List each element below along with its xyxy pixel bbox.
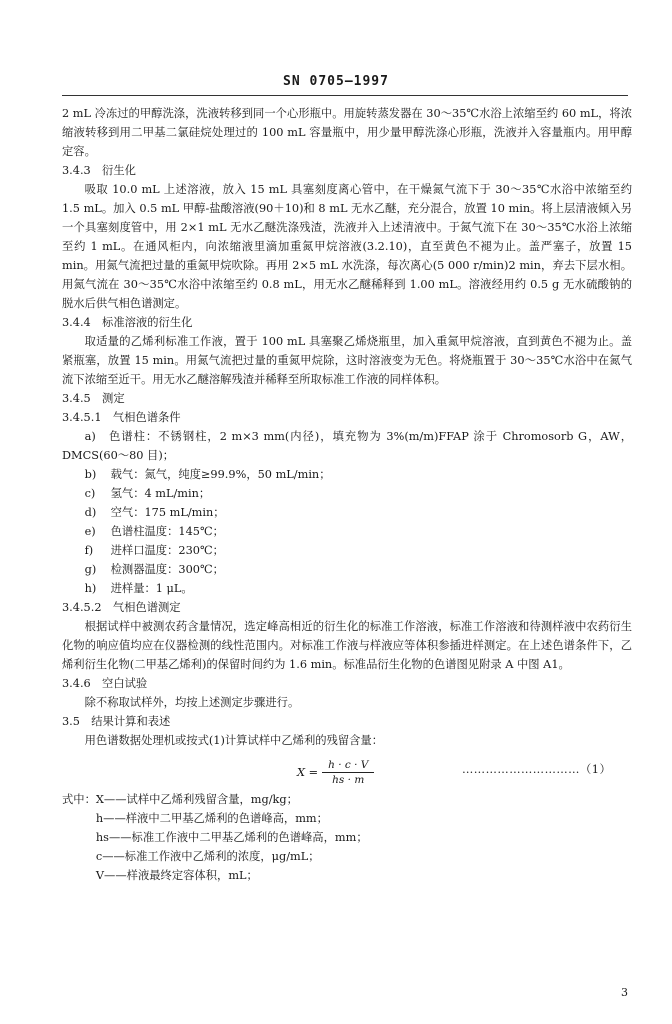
- standard-code-header: SN 0705—1997: [283, 74, 389, 89]
- body-paragraph: 根据试样中被测农药含量情况，选定峰高相近的衍生化的标准工作溶液，标准工作溶液和待测样液中农药衍生化物的响应值均应在仪器检测的线性范围内。对标准工作液与样液应等体积参插进样测定。在上述色谱条件下，乙烯利衍生化物(二甲基乙烯利)的保留时间约为 1.6 min。标准品衍生化物的色谱图见附录 A 中图 A1。: [62, 620, 632, 671]
- body-paragraph: 用色谱数据处理机或按式(1)计算试样中乙烯利的残留含量：: [84, 734, 384, 747]
- condition-list-item: [62, 560, 632, 579]
- variable-definition: V——样液最终定容体积，mL；: [95, 869, 258, 882]
- document-body: [62, 104, 632, 885]
- condition-list-item: [62, 579, 632, 598]
- list-item-label: d): [84, 506, 97, 519]
- header-rule: [62, 95, 628, 96]
- section-heading: 3.4.5.2 气相色谱测定: [62, 601, 181, 614]
- formula-expression: [297, 758, 374, 787]
- variable-definition: hs——标准工作液中二甲基乙烯利的色谱峰高，mm；: [95, 831, 368, 844]
- list-item-text: 进样量：1 μL。: [110, 582, 193, 595]
- list-item-label: c): [84, 487, 96, 500]
- list-item-text: 色谱柱温度：145℃；: [110, 525, 224, 538]
- list-item-text: 氢气：4 mL/min；: [110, 487, 211, 500]
- body-paragraph: 吸取 10.0 mL 上述溶液，放入 15 mL 具塞刻度离心管中，在干燥氮气流下于 30～35℃水浴中浓缩至约 1.5 mL。加入 0.5 mL 甲醇-盐酸溶液(90＋10)和 8 mL 无水乙醚，充分混合，放置 10 min。将上层清液倾入另一个具塞刻度管中，用 2×1 mL 无水乙醚洗涤残渣，洗液并入上述清液中。于氮气流下在 30～35℃水浴上浓缩至约 1 mL。在通风柜内，向浓缩液里滴加重氮甲烷溶液(3.2.10)，直至黄色不褪为止。盖严塞子，放置 15 min。用氮气流把过量的重氮甲烷吹除。再用 2×5 mL 水洗涤，每次离心(5 000 r/min)2 min，弃去下层水相。用氮气流在 30～35℃水浴中浓缩至约 0.8 mL，用无水乙醚稀释到 1.00 mL。溶液经用约 0.5 g 无水硫酸钠的脱水后供气相色谱测定。: [62, 183, 632, 310]
- list-item-text: 空气：175 mL/min；: [110, 506, 225, 519]
- list-item-text: 进样口温度：230℃；: [110, 544, 224, 557]
- variable-definition: 式中：X——试样中乙烯利残留含量，mg/kg；: [62, 793, 298, 806]
- list-item-label: h): [84, 582, 97, 595]
- body-paragraph: 取适量的乙烯利标准工作液，置于 100 mL 具塞聚乙烯烧瓶里，加入重氮甲烷溶液，直到黄色不褪为止。盖紧瓶塞，放置 15 min。用氮气流把过量的重氮甲烷除，这时溶液变为无色。将烧瓶置于 30～35℃水浴中在氮气流下浓缩至近干。用无水乙醚溶解残渣并稀释至所取标准工作液的同样体积。: [62, 335, 632, 386]
- condition-list-item: [62, 503, 632, 522]
- list-item-label: g): [84, 563, 97, 576]
- formula-fraction: [322, 758, 374, 787]
- variable-definition: h——样液中二甲基乙烯利的色谱峰高，mm；: [95, 812, 328, 825]
- variable-definitions: [62, 790, 632, 885]
- list-item-label: b): [84, 468, 97, 481]
- body-paragraph: 2 mL 冷冻过的甲醇洗涤，洗液转移到同一个心形瓶中。用旋转蒸发器在 30～35℃水浴上浓缩至约 60 mL，将浓缩液转移到用二甲基二氯硅烷处理过的 100 mL 容量瓶中，用少量甲醇洗涤心形瓶，洗液并入容量瓶内。用甲醇定容。: [62, 107, 632, 158]
- formula-denominator: hs · m: [332, 774, 365, 786]
- formula-lhs: X =: [297, 766, 319, 779]
- section-heading: 3.4.6 空白试验: [62, 677, 148, 690]
- formula-number: …………………………（1）: [462, 763, 612, 776]
- section-heading: 3.4.5 测定: [62, 392, 125, 405]
- body-paragraph: 除不称取试样外，均按上述测定步骤进行。: [84, 696, 300, 709]
- section-heading: 3.4.5.1 气相色谱条件: [62, 411, 181, 424]
- content-blocks: [62, 104, 632, 750]
- formula-numerator: h · c · V: [322, 758, 374, 773]
- list-item-text: 载气：氮气，纯度≥99.9%，50 mL/min；: [110, 468, 331, 481]
- condition-list-item: [62, 541, 632, 560]
- section-heading: 3.5 结果计算和表述: [62, 715, 171, 728]
- page-number: 3: [621, 986, 628, 999]
- formula-1: [62, 750, 632, 790]
- condition-list-item: [62, 484, 632, 503]
- list-item-label: e): [84, 525, 96, 538]
- condition-list-item: [62, 522, 632, 541]
- section-heading: 3.4.3 衍生化: [62, 164, 136, 177]
- list-item-text: 检测器温度：300℃；: [110, 563, 224, 576]
- condition-list-item: [62, 465, 632, 484]
- section-heading: 3.4.4 标准溶液的衍生化: [62, 316, 193, 329]
- variable-definition: c——标准工作液中乙烯利的浓度，μg/mL；: [95, 850, 320, 863]
- list-item-label: f): [84, 544, 94, 557]
- body-paragraph: a) 色谱柱：不锈钢柱，2 m×3 mm(内径)，填充物为 3%(m/m)FFAP 涂于 Chromosorb G，AW，DMCS(60～80 目)；: [62, 430, 632, 462]
